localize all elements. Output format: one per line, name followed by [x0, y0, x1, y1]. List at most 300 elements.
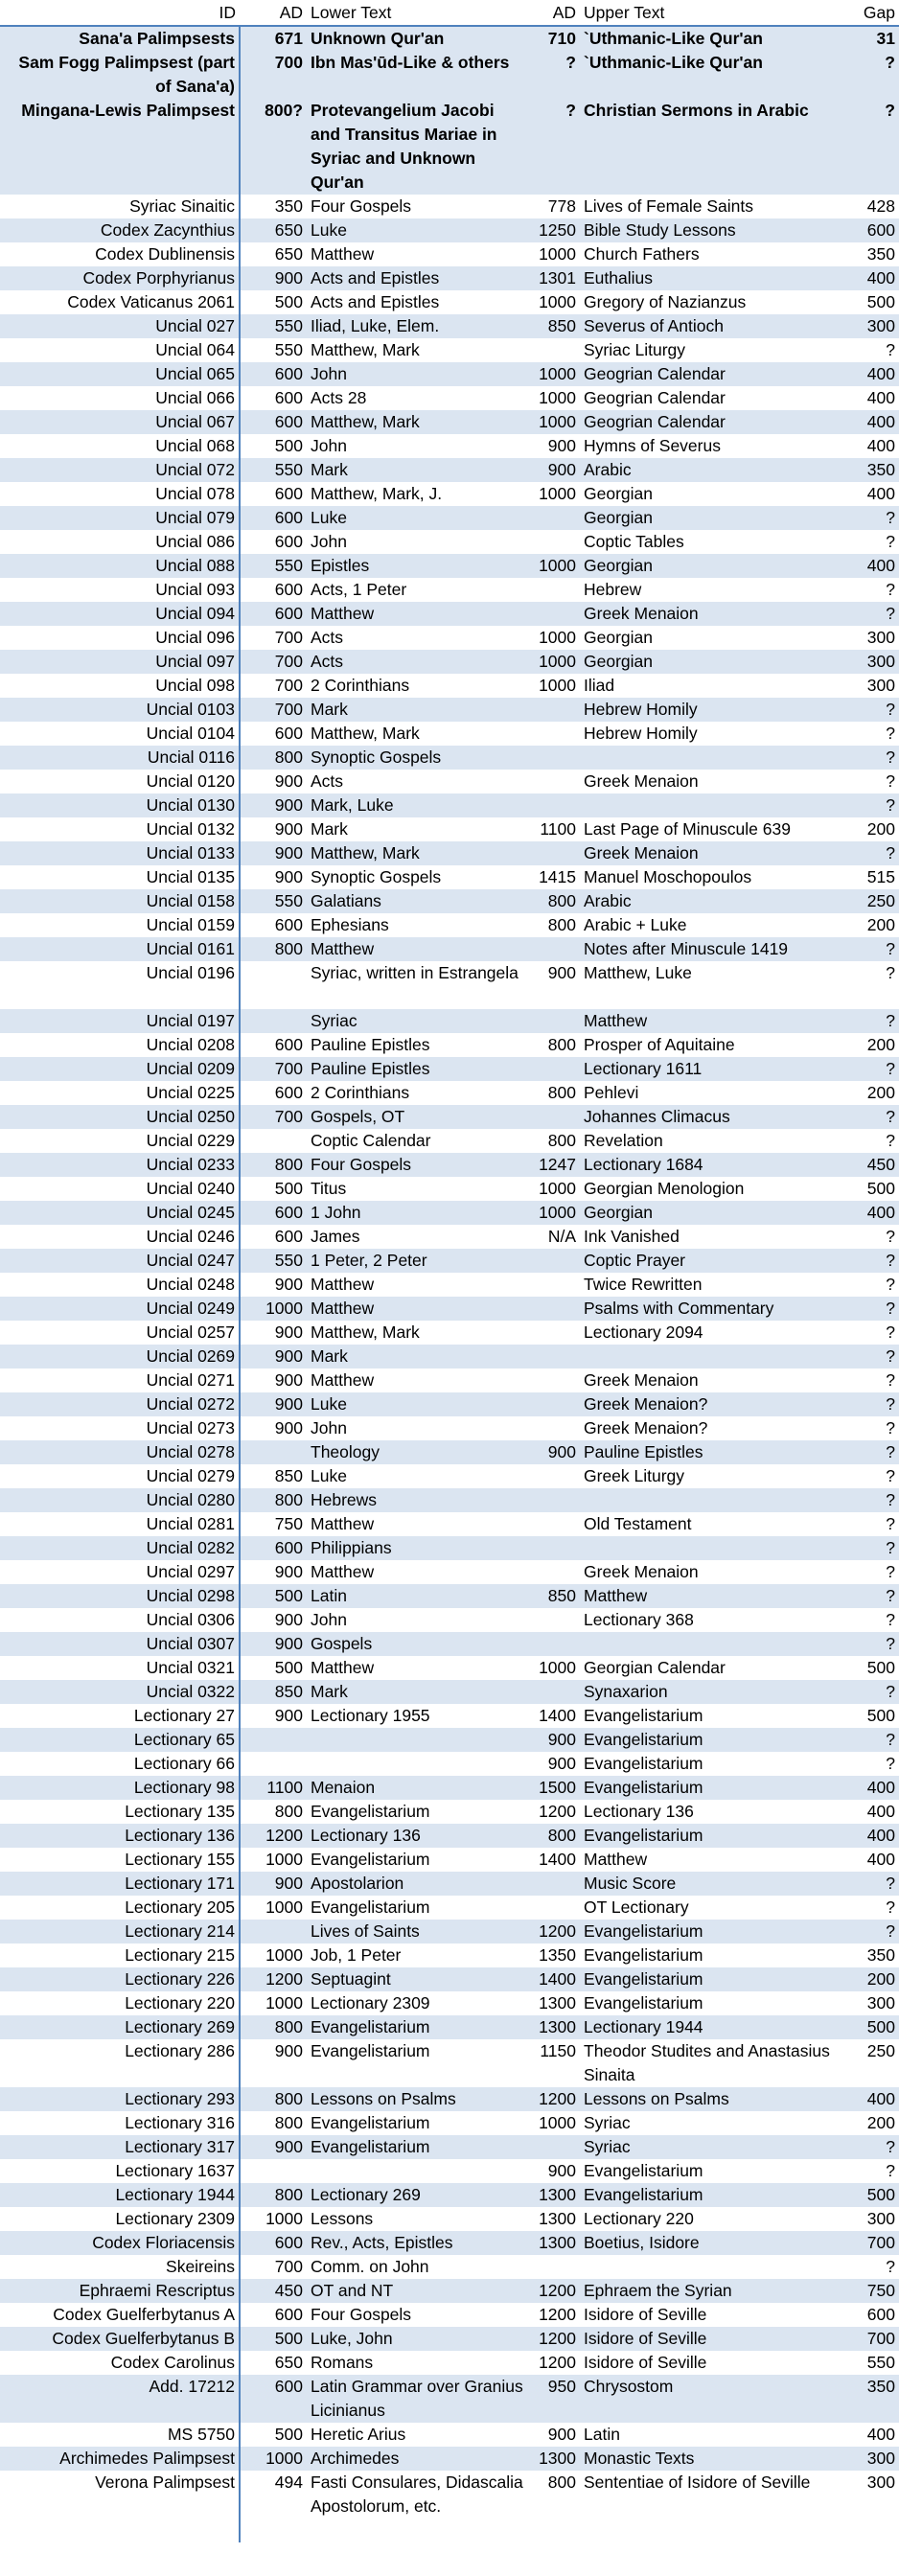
cell-ad-upper	[527, 1488, 580, 1512]
cell-lower-text: Matthew	[307, 1297, 527, 1321]
cell-lower-text: Acts	[311, 771, 344, 791]
cell-ad-lower: 500	[240, 2327, 307, 2351]
table-row	[0, 1201, 899, 1225]
cell-ad-upper: 800	[547, 915, 576, 934]
cell-upper-text: Chrysostom	[580, 2375, 837, 2423]
cell-lower-text: Job, 1 Peter	[311, 1945, 402, 1965]
cell-id: Lectionary 317	[0, 2135, 240, 2159]
cell-upper-text: Georgian	[584, 484, 653, 503]
table-row	[0, 2135, 899, 2159]
cell-ad-lower: 900	[240, 1392, 307, 1416]
table-row	[0, 2351, 899, 2375]
cell-lower-text: James	[311, 1227, 360, 1246]
cell-gap: 700	[837, 2231, 899, 2255]
cell-upper-text: Lectionary 1944	[580, 2015, 837, 2039]
cell-ad-upper: 1300	[539, 1993, 576, 2012]
cell-upper-text: Georgian Calendar	[584, 1658, 726, 1677]
cell-gap: 500	[866, 1179, 895, 1198]
cell-lower-text: Mark, Luke	[307, 794, 527, 817]
table-row	[0, 650, 899, 674]
cell-upper-text: Evangelistarium	[584, 1945, 703, 1965]
cell-gap: ?	[886, 1370, 895, 1390]
table-body	[0, 26, 899, 2542]
cell-gap: 300	[837, 650, 899, 674]
cell-upper-text: Georgian	[580, 554, 837, 578]
cell-id: Uncial 0250	[0, 1105, 240, 1129]
cell-ad-lower	[240, 1440, 307, 1464]
cell-ad-lower: 600	[240, 2231, 307, 2255]
cell-lower-text: Matthew	[311, 1562, 375, 1581]
cell-ad-lower: 900	[274, 1610, 303, 1629]
cell-gap: ?	[837, 746, 899, 770]
cell-lower-text: Four Gospels	[307, 1153, 527, 1177]
cell-lower-text: OT and NT	[307, 2279, 527, 2303]
cell-gap: 450	[837, 1153, 899, 1177]
cell-id: Uncial 0240	[0, 1177, 240, 1201]
cell-ad-upper: 900	[527, 458, 580, 482]
cell-id: Sam Fogg Palimpsest (part of Sana'a)	[0, 51, 240, 99]
cell-lower-text: Synoptic Gospels	[307, 746, 527, 770]
cell-ad-upper: 800	[547, 1083, 576, 1102]
cell-lower-text: Syriac	[307, 1009, 527, 1033]
cell-ad-lower: 900	[240, 841, 307, 865]
cell-id: Lectionary 316	[0, 2111, 240, 2135]
cell-lower-text: Ephesians	[311, 915, 389, 934]
cell-gap: 300	[837, 2447, 899, 2471]
cell-gap: 500	[866, 292, 895, 311]
cell-ad-lower: 900	[274, 1275, 303, 1294]
cell-lower-text: Fasti Consulares, Didascalia Apostolorum, etc.	[311, 2472, 523, 2516]
cell-ad-lower: 800	[240, 2087, 307, 2111]
table-row	[0, 1033, 899, 1057]
cell-gap: ?	[886, 1227, 895, 1246]
cell-lower-text: Galatians	[307, 889, 527, 913]
cell-upper-text: Syriac	[584, 2113, 631, 2132]
cell-ad-upper: 800	[547, 1131, 576, 1150]
cell-lower-text: Evangelistarium	[311, 1802, 430, 1821]
cell-lower-text: Latin	[307, 1584, 527, 1608]
cell-id: Uncial 096	[0, 626, 240, 650]
cell-id: Uncial 088	[0, 554, 240, 578]
cell-ad-lower: 600	[274, 580, 303, 599]
cell-id: Uncial 0249	[0, 1297, 240, 1321]
cell-ad-upper: 1150	[540, 2041, 576, 2060]
cell-ad-upper: 1200	[527, 2279, 580, 2303]
cell-ad-lower: 900	[240, 266, 307, 290]
table-row	[0, 1129, 899, 1153]
cell-ad-upper: 1400	[539, 1850, 576, 1869]
cell-upper-text: Old Testament	[584, 1514, 692, 1533]
cell-ad-lower: 650	[240, 218, 307, 242]
cell-ad-upper	[527, 530, 580, 554]
cell-ad-upper	[527, 602, 580, 626]
table-row	[0, 961, 899, 1009]
cell-gap: 750	[837, 2279, 899, 2303]
cell-gap: ?	[886, 1466, 895, 1485]
cell-gap: ?	[886, 1275, 895, 1294]
cell-id: Uncial 0120	[0, 770, 240, 794]
cell-gap: ?	[837, 1440, 899, 1464]
cell-ad-lower: 900	[274, 1322, 303, 1342]
cell-ad-upper: 1000	[539, 484, 576, 503]
cell-upper-text: Iliad	[584, 676, 615, 695]
cell-lower-text: Matthew, Mark	[307, 410, 527, 434]
header-upper-text: Upper Text	[580, 0, 837, 26]
cell-lower-text: Theology	[307, 1440, 527, 1464]
cell-ad-lower: 1200	[240, 1824, 307, 1848]
table-row	[0, 722, 899, 746]
cell-upper-text: Hebrew	[584, 580, 642, 599]
cell-id: Codex Porphyrianus	[0, 266, 240, 290]
cell-lower-text: Philippians	[307, 1536, 527, 1560]
table-row	[0, 51, 899, 99]
cell-id: Ephraemi Rescriptus	[0, 2279, 240, 2303]
cell-ad-lower: 600	[240, 2375, 307, 2423]
cell-upper-text: Christian Sermons in Arabic	[580, 99, 837, 195]
table-row	[0, 913, 899, 937]
cell-id: MS 5750	[0, 2423, 240, 2447]
cell-ad-upper	[527, 2255, 580, 2279]
cell-id: Uncial 097	[0, 650, 240, 674]
cell-upper-text: Latin	[584, 2425, 620, 2444]
table-row	[0, 2111, 899, 2135]
cell-upper-text: Hebrew Homily	[584, 724, 698, 743]
cell-upper-text: Lives of Female Saints	[584, 196, 754, 216]
cell-lower-text: Mark	[307, 1345, 527, 1368]
cell-ad-upper	[527, 1560, 580, 1584]
cell-upper-text: Ink Vanished	[584, 1227, 680, 1246]
cell-upper-text: Isidore of Seville	[580, 2327, 837, 2351]
cell-upper-text: Evangelistarium	[584, 1993, 703, 2012]
cell-ad-upper: ?	[527, 51, 580, 99]
cell-ad-upper	[527, 794, 580, 817]
cell-gap: ?	[886, 1514, 895, 1533]
cell-gap: ?	[886, 1562, 895, 1581]
cell-lower-text: Evangelistarium	[311, 1850, 430, 1869]
cell-gap: ?	[837, 841, 899, 865]
cell-lower-text: Luke	[311, 1466, 347, 1485]
cell-ad-upper	[527, 698, 580, 722]
cell-id: Codex Zacynthius	[0, 218, 240, 242]
table-row	[0, 770, 899, 794]
cell-upper-text: Georgian Menologion	[584, 1179, 745, 1198]
cell-ad-upper: 1300	[527, 2231, 580, 2255]
cell-ad-upper	[527, 841, 580, 865]
cell-ad-upper	[527, 1872, 580, 1896]
cell-lower-text: Apostolarion	[307, 1872, 527, 1896]
cell-upper-text	[580, 1536, 837, 1560]
cell-lower-text	[307, 2159, 527, 2183]
cell-upper-text: Greek Menaion	[584, 1370, 699, 1390]
cell-ad-upper	[527, 1464, 580, 1488]
table-row	[0, 530, 899, 554]
cell-ad-lower: 500	[274, 2425, 303, 2444]
cell-ad-lower	[240, 1129, 307, 1153]
cell-gap: ?	[837, 1920, 899, 1944]
cell-upper-text: Euthalius	[580, 266, 837, 290]
table-row	[0, 1872, 899, 1896]
cell-upper-text: Greek Menaion?	[580, 1392, 837, 1416]
cell-id: Lectionary 293	[0, 2087, 240, 2111]
cell-upper-text: Prosper of Aquitaine	[584, 1035, 735, 1054]
cell-upper-text: Lectionary 220	[584, 2209, 694, 2228]
cell-gap: ?	[886, 963, 895, 982]
cell-ad-upper	[527, 578, 580, 602]
cell-ad-upper: 800	[547, 2472, 576, 2492]
cell-ad-lower	[240, 1920, 307, 1944]
cell-ad-upper	[527, 1057, 580, 1081]
table-row	[0, 674, 899, 698]
cell-upper-text	[580, 1488, 837, 1512]
cell-id: Uncial 0271	[0, 1368, 240, 1392]
cell-id: Codex Carolinus	[0, 2351, 240, 2375]
cell-ad-upper	[527, 1536, 580, 1560]
cell-id: Uncial 0133	[0, 841, 240, 865]
header-row	[0, 0, 899, 26]
cell-ad-lower: 700	[240, 1057, 307, 1081]
cell-gap: ?	[837, 1345, 899, 1368]
cell-id: Sana'a Palimpsests	[0, 26, 240, 51]
cell-id: Uncial 066	[0, 386, 240, 410]
cell-id: Uncial 0132	[0, 817, 240, 841]
cell-gap: ?	[837, 1057, 899, 1081]
cell-ad-lower: 800	[240, 937, 307, 961]
cell-id: Lectionary 155	[0, 1848, 240, 1872]
cell-gap: ?	[837, 1632, 899, 1656]
cell-upper-text: Lectionary 1611	[580, 1057, 837, 1081]
cell-ad-lower	[240, 1752, 307, 1776]
cell-lower-text: 1 John	[307, 1201, 527, 1225]
cell-ad-upper	[527, 1632, 580, 1656]
header-gap: Gap	[837, 0, 899, 26]
cell-gap: 500	[866, 1706, 895, 1725]
cell-lower-text: Menaion	[307, 1776, 527, 1800]
cell-id: Lectionary 226	[0, 1967, 240, 1991]
cell-gap: ?	[837, 1105, 899, 1129]
cell-gap: 350	[837, 2375, 899, 2423]
table-row	[0, 1057, 899, 1081]
cell-gap: ?	[886, 2161, 895, 2180]
table-row	[0, 1488, 899, 1512]
cell-ad-upper: 778	[547, 196, 576, 216]
cell-id: Uncial 0298	[0, 1584, 240, 1608]
cell-upper-text: Evangelistarium	[580, 2183, 837, 2207]
cell-ad-lower: 500	[274, 1658, 303, 1677]
cell-lower-text: Archimedes	[307, 2447, 527, 2471]
table-row	[0, 410, 899, 434]
table-row	[0, 1824, 899, 1848]
table-row	[0, 2039, 899, 2087]
cell-ad-upper: 1300	[527, 2183, 580, 2207]
cell-gap: ?	[837, 602, 899, 626]
table-row	[0, 1920, 899, 1944]
cell-lower-text: Lectionary 2309	[311, 1993, 430, 2012]
cell-ad-upper: 900	[547, 2425, 576, 2444]
cell-upper-text: Monastic Texts	[580, 2447, 837, 2471]
cell-gap: 400	[866, 436, 895, 455]
cell-id: Lectionary 269	[0, 2015, 240, 2039]
table-row	[0, 1896, 899, 1920]
cell-id: Archimedes Palimpsest	[0, 2447, 240, 2471]
table-row	[0, 1991, 899, 2015]
cell-ad-upper: 1000	[527, 1201, 580, 1225]
cell-ad-lower	[240, 961, 307, 1009]
cell-upper-text: Arabic	[580, 458, 837, 482]
cell-gap: 428	[866, 196, 895, 216]
cell-id: Lectionary 135	[0, 1800, 240, 1824]
cell-upper-text: Lectionary 1684	[580, 1153, 837, 1177]
cell-upper-text: Coptic Tables	[584, 532, 684, 551]
cell-ad-lower: 1000	[240, 2447, 307, 2471]
cell-ad-lower: 700	[274, 2257, 303, 2276]
cell-ad-lower: 700	[274, 628, 303, 647]
cell-ad-upper	[527, 1273, 580, 1297]
cell-gap: ?	[837, 1392, 899, 1416]
cell-upper-text: Evangelistarium	[580, 1728, 837, 1752]
table-row	[0, 1153, 899, 1177]
table-row	[0, 626, 899, 650]
cell-ad-lower: 700	[274, 676, 303, 695]
cell-upper-text: Lessons on Psalms	[580, 2087, 837, 2111]
cell-lower-text	[307, 1752, 527, 1776]
cell-ad-upper	[527, 1321, 580, 1345]
table-row	[0, 1967, 899, 1991]
cell-ad-upper: 1500	[527, 1776, 580, 1800]
cell-ad-lower: 800	[274, 1802, 303, 1821]
cell-upper-text: Pauline Epistles	[580, 1440, 837, 1464]
cell-upper-text: Greek Menaion	[584, 771, 699, 791]
cell-gap: 200	[866, 915, 895, 934]
cell-ad-lower: 1000	[265, 1945, 303, 1965]
cell-gap: ?	[837, 506, 899, 530]
cell-id: Uncial 0104	[0, 722, 240, 746]
cell-ad-lower: 550	[240, 554, 307, 578]
cell-ad-upper: 1300	[527, 2447, 580, 2471]
cell-id: Lectionary 1637	[0, 2159, 240, 2183]
cell-lower-text: Lessons	[311, 2209, 374, 2228]
cell-upper-text: Pehlevi	[584, 1083, 639, 1102]
cell-upper-text: Bible Study Lessons	[580, 218, 837, 242]
table-row	[0, 1225, 899, 1249]
cell-lower-text: Evangelistarium	[311, 2041, 430, 2060]
cell-gap: 400	[866, 1802, 895, 1821]
cell-gap: 200	[866, 819, 895, 839]
cell-gap: 31	[837, 26, 899, 51]
cell-id: Uncial 0279	[0, 1464, 240, 1488]
cell-ad-lower: 600	[274, 724, 303, 743]
cell-id: Lectionary 171	[0, 1872, 240, 1896]
cell-lower-text: Latin Grammar over Granius Licinianus	[307, 2375, 527, 2423]
cell-lower-text: 2 Corinthians	[311, 1083, 410, 1102]
cell-lower-text: Iliad, Luke, Elem.	[307, 314, 527, 338]
table-row	[0, 1536, 899, 1560]
table-row	[0, 1584, 899, 1608]
cell-gap: 700	[837, 2327, 899, 2351]
cell-ad-lower: 800	[240, 1488, 307, 1512]
cell-upper-text: Evangelistarium	[584, 1754, 703, 1773]
cell-ad-lower: 850	[240, 1680, 307, 1704]
table-row	[0, 1081, 899, 1105]
cell-id: Codex Dublinensis	[0, 242, 240, 266]
cell-ad-lower: 550	[240, 458, 307, 482]
cell-gap: ?	[837, 1249, 899, 1273]
cell-id: Uncial 0135	[0, 865, 240, 889]
cell-ad-upper: 900	[547, 963, 576, 982]
cell-lower-text: Titus	[311, 1179, 347, 1198]
cell-ad-upper: 1200	[527, 2087, 580, 2111]
cell-lower-text: Evangelistarium	[311, 2113, 430, 2132]
cell-upper-text: Matthew	[584, 1850, 648, 1869]
cell-ad-lower: 600	[274, 1227, 303, 1246]
cell-gap: ?	[837, 937, 899, 961]
cell-gap: 200	[866, 1083, 895, 1102]
table-row	[0, 1249, 899, 1273]
cell-id: Codex Guelferbytanus A	[0, 2303, 240, 2327]
table-row	[0, 578, 899, 602]
cell-upper-text	[580, 1632, 837, 1656]
cell-upper-text: Matthew	[580, 1584, 837, 1608]
cell-upper-text: Lectionary 2094	[584, 1322, 703, 1342]
cell-gap: 550	[866, 2353, 895, 2372]
cell-upper-text: Georgian	[580, 506, 837, 530]
cell-upper-text: Hebrew Homily	[580, 698, 837, 722]
cell-upper-text: Matthew, Luke	[584, 963, 692, 982]
cell-ad-lower	[240, 1009, 307, 1033]
cell-ad-lower: 900	[274, 867, 303, 886]
cell-ad-lower: 1000	[240, 1297, 307, 1321]
cell-upper-text: Greek Menaion	[580, 602, 837, 626]
cell-upper-text	[580, 794, 837, 817]
cell-id: Lectionary 205	[0, 1896, 240, 1920]
cell-ad-lower: 600	[240, 410, 307, 434]
table-row	[0, 2279, 899, 2303]
cell-id: Uncial 0248	[0, 1273, 240, 1297]
cell-ad-upper: 1200	[539, 2305, 576, 2324]
cell-gap: 400	[866, 2425, 895, 2444]
cell-id: Uncial 027	[0, 314, 240, 338]
cell-ad-upper: 1415	[539, 867, 576, 886]
cell-gap: 500	[837, 2183, 899, 2207]
table-row	[0, 1009, 899, 1033]
cell-ad-lower: 671	[240, 26, 307, 51]
cell-upper-text: OT Lectionary	[584, 1898, 689, 1917]
cell-ad-upper: 850	[527, 314, 580, 338]
cell-lower-text: Rev., Acts, Epistles	[307, 2231, 527, 2255]
cell-ad-lower: 600	[274, 484, 303, 503]
cell-id: Uncial 093	[0, 578, 240, 602]
cell-ad-upper: 1000	[539, 388, 576, 407]
cell-ad-upper: 850	[527, 1584, 580, 1608]
cell-upper-text: Sententiae of Isidore of Seville	[584, 2472, 811, 2492]
cell-id: Uncial 0321	[0, 1656, 240, 1680]
cell-id: Lectionary 2309	[0, 2207, 240, 2231]
cell-id: Uncial 086	[0, 530, 240, 554]
cell-id: Uncial 0103	[0, 698, 240, 722]
cell-gap: ?	[886, 1131, 895, 1150]
cell-ad-lower: 450	[240, 2279, 307, 2303]
cell-lower-text: Luke, John	[307, 2327, 527, 2351]
cell-id: Uncial 079	[0, 506, 240, 530]
cell-ad-upper: 1000	[539, 1179, 576, 1198]
cell-gap: ?	[837, 1680, 899, 1704]
cell-ad-upper	[527, 770, 580, 794]
cell-upper-text: Notes after Minuscule 1419	[580, 937, 837, 961]
cell-upper-text: Manuel Moschopoulos	[584, 867, 752, 886]
table-row	[0, 1440, 899, 1464]
cell-lower-text: Matthew	[311, 244, 375, 264]
cell-lower-text: John	[311, 1418, 347, 1438]
cell-gap: ?	[837, 1536, 899, 1560]
